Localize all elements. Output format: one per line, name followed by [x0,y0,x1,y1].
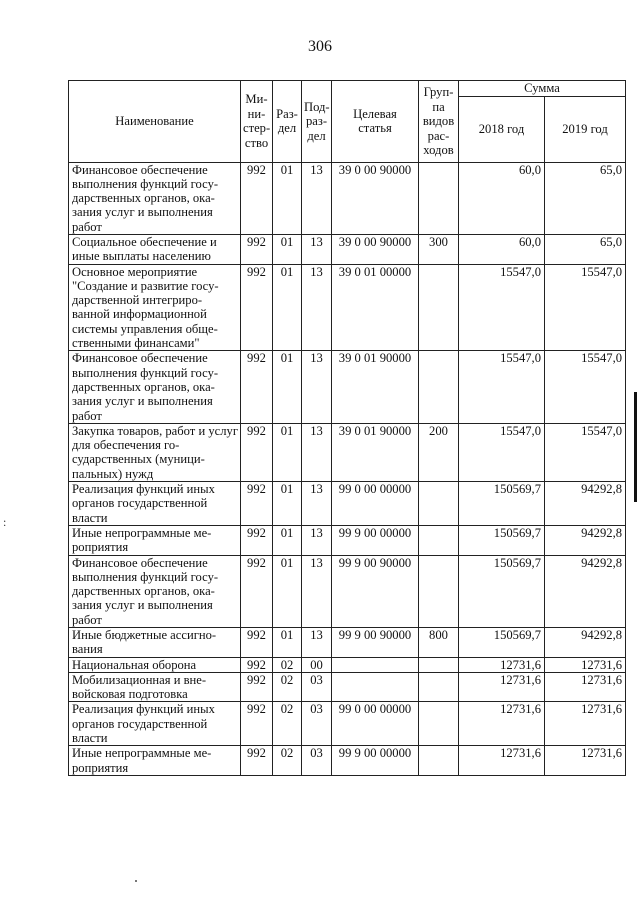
page-number: 306 [308,38,332,55]
row-name: Мобилизационная и вне-войсковая подготовка [69,672,241,702]
row-subsection: 13 [302,351,332,423]
row-subsection: 13 [302,423,332,481]
row-sum-2019: 15547,0 [545,351,626,423]
row-group: 800 [419,628,459,658]
row-group [419,672,459,702]
row-name: Закупка товаров, работ и услуг для обеспечения го-сударственных (муници-пальных) нужд [69,423,241,481]
row-group: 200 [419,423,459,481]
row-subsection: 00 [302,657,332,672]
row-name: Реализация функций иных органов государственной власти [69,482,241,526]
header-2018: 2018 год [459,96,545,162]
row-name: Основное мероприятие "Создание и развитие госу-дарственной интегриро-ванной информационной системы управления обще-ственными финансами" [69,264,241,351]
row-name: Иные бюджетные ассигно-вания [69,628,241,658]
row-group [419,746,459,776]
table-row [69,525,626,555]
table-row [69,264,626,351]
row-group [419,702,459,746]
row-name: Иные непрограммные ме-роприятия [69,525,241,555]
row-subsection: 13 [302,482,332,526]
row-name: Финансовое обеспечение выполнения функций госу-дарственных органов, ока-зания услуг и выполнения работ [69,351,241,423]
table-row [69,482,626,526]
row-target: 99 0 00 00000 [332,482,419,526]
row-section: 01 [273,162,302,234]
row-subsection: 13 [302,234,332,264]
row-sum-2018: 150569,7 [459,482,545,526]
table-row [69,351,626,423]
row-section: 01 [273,555,302,627]
row-sum-2019: 15547,0 [545,423,626,481]
table-row [69,746,626,776]
row-ministry: 992 [241,628,273,658]
row-sum-2018: 12731,6 [459,657,545,672]
row-ministry: 992 [241,482,273,526]
row-subsection: 03 [302,746,332,776]
row-group [419,482,459,526]
row-ministry: 992 [241,657,273,672]
row-section: 02 [273,672,302,702]
row-sum-2019: 94292,8 [545,482,626,526]
row-subsection: 13 [302,264,332,351]
table-row [69,423,626,481]
row-subsection: 13 [302,628,332,658]
row-section: 02 [273,657,302,672]
table-row [69,628,626,658]
row-ministry: 992 [241,351,273,423]
row-sum-2019: 94292,8 [545,555,626,627]
row-group: 300 [419,234,459,264]
row-name: Финансовое обеспечение выполнения функций госу-дарственных органов, ока-зания услуг и выполнения работ [69,162,241,234]
scan-dot [135,880,137,882]
row-sum-2018: 15547,0 [459,264,545,351]
row-sum-2019: 12731,6 [545,657,626,672]
row-section: 02 [273,702,302,746]
row-sum-2019: 12731,6 [545,746,626,776]
row-section: 01 [273,234,302,264]
row-sum-2019: 94292,8 [545,628,626,658]
row-target: 39 0 00 90000 [332,162,419,234]
row-sum-2018: 12731,6 [459,746,545,776]
row-subsection: 13 [302,525,332,555]
row-group [419,162,459,234]
table-row [69,162,626,234]
row-ministry: 992 [241,162,273,234]
budget-table [68,80,626,776]
row-ministry: 992 [241,555,273,627]
row-ministry: 992 [241,672,273,702]
header-target: Целевая статья [332,81,419,163]
row-target [332,672,419,702]
row-target: 99 9 00 90000 [332,628,419,658]
row-sum-2018: 12731,6 [459,702,545,746]
row-sum-2018: 15547,0 [459,351,545,423]
margin-mark: : [3,515,7,529]
row-section: 01 [273,525,302,555]
header-subsection: Под- раз- дел [302,81,332,163]
table-row [69,234,626,264]
row-name: Финансовое обеспечение выполнения функций госу-дарственных органов, ока-зания услуг и выполнения работ [69,555,241,627]
row-target [332,657,419,672]
row-sum-2018: 150569,7 [459,525,545,555]
row-target: 99 9 00 00000 [332,525,419,555]
header-section: Раз- дел [273,81,302,163]
row-name: Иные непрограммные ме-роприятия [69,746,241,776]
row-group [419,351,459,423]
row-subsection: 13 [302,162,332,234]
row-sum-2018: 12731,6 [459,672,545,702]
header-sum: Сумма [459,81,626,97]
row-section: 01 [273,351,302,423]
row-sum-2019: 12731,6 [545,672,626,702]
row-sum-2019: 65,0 [545,162,626,234]
row-section: 02 [273,746,302,776]
row-target: 99 0 00 00000 [332,702,419,746]
row-group [419,525,459,555]
table-body [69,162,626,775]
edge-bar [634,392,637,502]
row-sum-2018: 150569,7 [459,628,545,658]
row-sum-2019: 94292,8 [545,525,626,555]
row-target: 39 0 01 90000 [332,423,419,481]
table-row [69,657,626,672]
table-header [69,81,626,163]
row-target: 39 0 01 90000 [332,351,419,423]
row-section: 01 [273,628,302,658]
header-group: Груп- па видов рас- ходов [419,81,459,163]
table-row [69,555,626,627]
row-ministry: 992 [241,234,273,264]
row-target: 99 9 00 90000 [332,555,419,627]
header-name: Наименование [69,81,241,163]
table-row [69,672,626,702]
header-2019: 2019 год [545,96,626,162]
row-section: 01 [273,423,302,481]
row-section: 01 [273,264,302,351]
row-subsection: 13 [302,555,332,627]
row-ministry: 992 [241,525,273,555]
row-target: 39 0 01 00000 [332,264,419,351]
row-group [419,264,459,351]
row-sum-2018: 150569,7 [459,555,545,627]
row-sum-2019: 12731,6 [545,702,626,746]
row-ministry: 992 [241,746,273,776]
row-target: 99 9 00 00000 [332,746,419,776]
row-group [419,657,459,672]
row-sum-2018: 15547,0 [459,423,545,481]
row-sum-2019: 15547,0 [545,264,626,351]
row-ministry: 992 [241,423,273,481]
header-ministry: Ми- ни- стер- ство [241,81,273,163]
row-subsection: 03 [302,702,332,746]
row-section: 01 [273,482,302,526]
row-sum-2018: 60,0 [459,234,545,264]
table-row [69,702,626,746]
row-target: 39 0 00 90000 [332,234,419,264]
row-sum-2019: 65,0 [545,234,626,264]
row-name: Реализация функций иных органов государственной власти [69,702,241,746]
row-name: Национальная оборона [69,657,241,672]
row-name: Социальное обеспечение и иные выплаты населению [69,234,241,264]
row-ministry: 992 [241,264,273,351]
row-subsection: 03 [302,672,332,702]
row-sum-2018: 60,0 [459,162,545,234]
row-group [419,555,459,627]
row-ministry: 992 [241,702,273,746]
